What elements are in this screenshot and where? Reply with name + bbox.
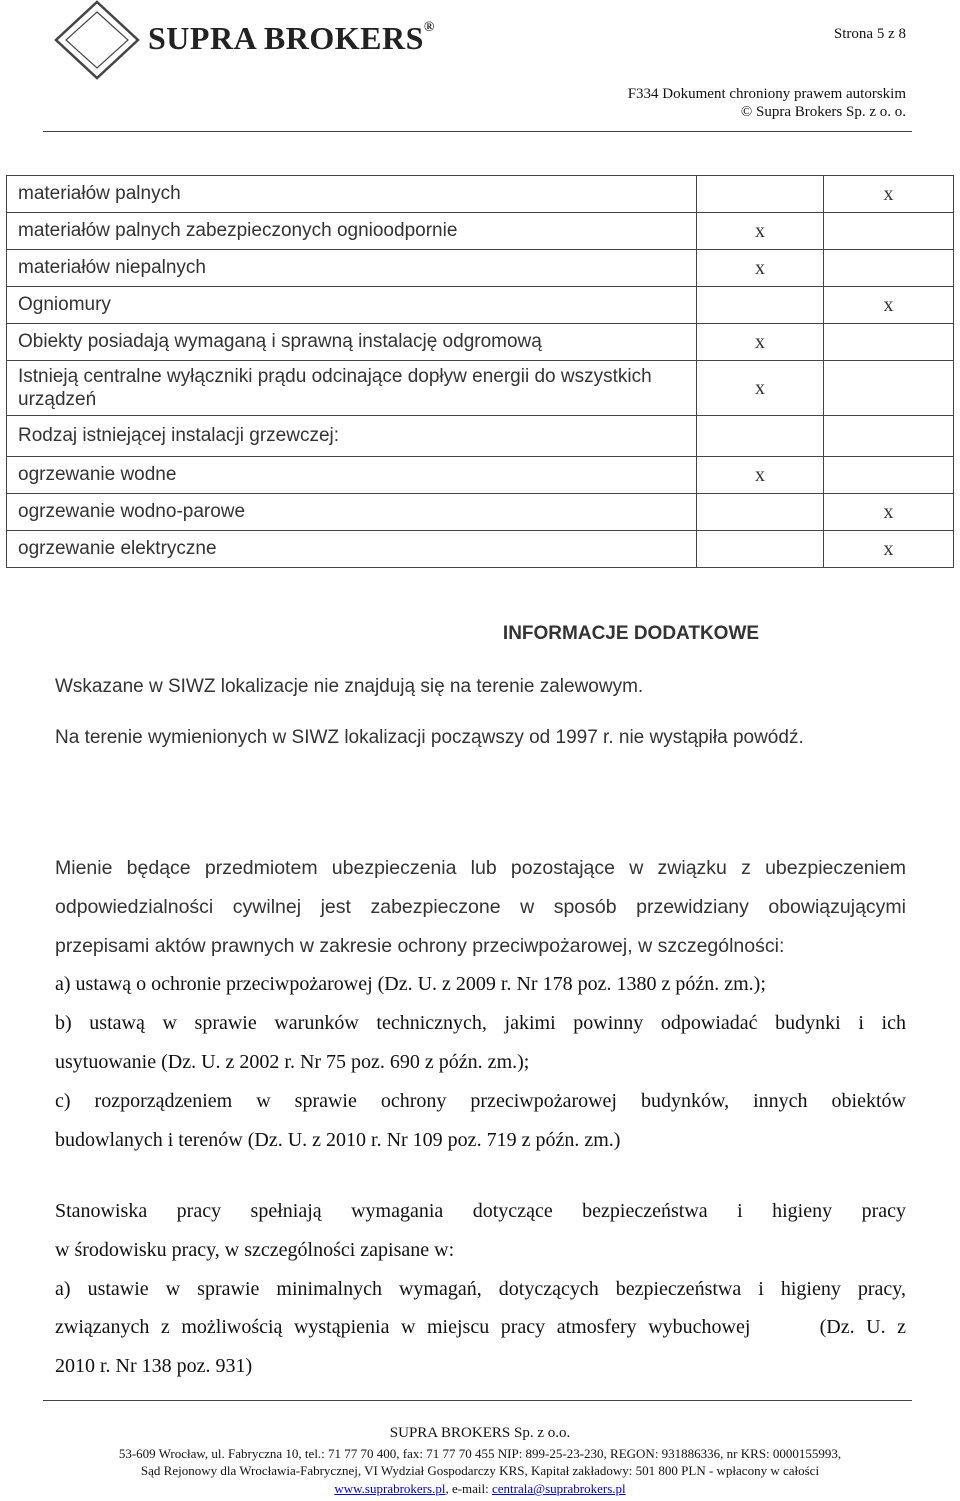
list-item-c-cont: budowlanych i terenów (Dz. U. z 2010 r. Nr 109 poz. 719 z późn. zm.): [55, 1128, 621, 1151]
row-label: ogrzewanie wodne: [7, 457, 697, 494]
brand-name: SUPRA BROKERS®: [148, 20, 435, 56]
row-mark-col3: x: [824, 176, 954, 213]
workplace-safety-paragraph: [55, 1192, 906, 1386]
row-label: Istnieją centralne wyłączniki prądu odcinające dopływ energii do wszystkich urządzeń: [7, 361, 697, 416]
info-line-flood-zone: Wskazane w SIWZ lokalizacje nie znajdują się na terenie zalewowym.: [55, 676, 644, 697]
page-number: Strona 5 z 8: [833, 26, 906, 42]
list-item-c: c) rozporządzeniem w sprawie ochrony przeciwpożarowej budynków, innych obiektów: [55, 1089, 906, 1112]
row-mark-col2: [697, 287, 824, 324]
row-mark-col3: [824, 324, 954, 361]
row-mark-col3: [824, 361, 954, 416]
email-link[interactable]: centrala@suprabrokers.pl: [492, 1481, 626, 1496]
list-item-b: b) ustawą w sprawie warunków technicznych, jakimi powinny odpowiadać budynki i ich: [55, 1012, 906, 1035]
paragraph-line: Mienie będące przedmiotem ubezpieczenia lub pozostające w związku z ubezpieczeniem: [55, 857, 906, 879]
row-mark-col3: [824, 457, 954, 494]
row-mark-col3: [824, 213, 954, 250]
footer-company: SUPRA BROKERS Sp. z o.o.: [389, 1425, 571, 1441]
info-heading: INFORMACJE DODATKOWE: [502, 623, 760, 644]
table-row: [7, 457, 954, 494]
email-label: , e-mail:: [445, 1481, 493, 1496]
fire-safety-table: [6, 175, 954, 568]
table-row: [7, 213, 954, 250]
list-item-b-cont: usytuowanie (Dz. U. z 2002 r. Nr 75 poz. 690 z późn. zm.);: [55, 1050, 530, 1073]
document-code: F334 Dokument chroniony prawem autorskim: [627, 86, 906, 102]
row-label: materiałów niepalnych: [7, 250, 697, 287]
table-row: [7, 287, 954, 324]
row-mark-col3: x: [824, 531, 954, 568]
paragraph-line: w środowisku pracy, w szczególności zapisane w:: [55, 1238, 455, 1261]
footer-registry: Sąd Rejonowy dla Wrocławia-Fabrycznej, VI Wydział Gospodarczy KRS, Kapitał zakładowy: 501 800 PLN - wpłacony w całości: [140, 1463, 820, 1478]
copyright-line: © Supra Brokers Sp. z o. o.: [740, 104, 906, 120]
table-row: [7, 324, 954, 361]
row-mark-col2: [697, 531, 824, 568]
website-link[interactable]: www.suprabrokers.pl: [334, 1481, 446, 1496]
paragraph-line: Stanowiska pracy spełniają wymagania dotyczące bezpieczeństwa i higieny pracy: [55, 1200, 906, 1222]
table-row: [7, 531, 954, 568]
row-mark-col3: [824, 250, 954, 287]
footer-divider: [43, 1400, 912, 1401]
footer-address: 53-609 Wrocław, ul. Fabryczna 10, tel.: 71 77 70 400, fax: 71 77 70 455 NIP: 899-25-23-230, REGON: 931886336, nr KRS: 0000155993,: [118, 1446, 842, 1461]
table-row: [7, 361, 954, 416]
list-item-a: a) ustawą o ochronie przeciwpożarowej (Dz. U. z 2009 r. Nr 178 poz. 1380 z późn. zm.);: [55, 973, 766, 996]
list-item-a: a) ustawie w sprawie minimalnych wymagań, dotyczących bezpieczeństwa i higieny pracy,: [55, 1277, 906, 1300]
row-label: Ogniomury: [7, 287, 697, 324]
table-row: [7, 416, 954, 457]
paragraph-line: przepisami aktów prawnych w zakresie ochrony przeciwpożarowej, w szczególności:: [55, 934, 785, 957]
footer-contact: [0, 1481, 960, 1497]
row-mark-col3: [824, 416, 954, 457]
table-row: [7, 176, 954, 213]
row-label: ogrzewanie elektryczne: [7, 531, 697, 568]
table-row: [7, 494, 954, 531]
row-label: Obiekty posiadają wymaganą i sprawną instalację odgromową: [7, 324, 697, 361]
row-mark-col2: [697, 494, 824, 531]
list-item-a-cont: 2010 r. Nr 138 poz. 931): [55, 1355, 253, 1378]
info-line-no-flood: Na terenie wymienionych w SIWZ lokalizacji począwszy od 1997 r. nie wystąpiła powódź.: [55, 727, 804, 748]
row-mark-col2: [697, 176, 824, 213]
header-divider: [43, 131, 912, 132]
row-mark-col3: x: [824, 494, 954, 531]
row-mark-col2: x: [697, 213, 824, 250]
list-item-a-cont: związanych z możliwością wystąpienia w miejscu pracy atmosfery wybuchowej (Dz. U. z: [55, 1316, 906, 1339]
fire-protection-paragraph: [55, 849, 906, 1159]
row-label: Rodzaj istniejącej instalacji grzewczej:: [7, 416, 697, 457]
row-label: materiałów palnych: [7, 176, 697, 213]
row-mark-col2: x: [697, 250, 824, 287]
row-mark-col3: x: [824, 287, 954, 324]
table-row: [7, 250, 954, 287]
row-mark-col2: x: [697, 361, 824, 416]
paragraph-line: odpowiedzialności cywilnej jest zabezpieczone w sposób przewidziany obowiązującymi: [55, 895, 906, 918]
row-label: ogrzewanie wodno-parowe: [7, 494, 697, 531]
row-label: materiałów palnych zabezpieczonych ognioodpornie: [7, 213, 697, 250]
row-mark-col2: x: [697, 324, 824, 361]
supra-brokers-logo-icon: [52, 0, 142, 80]
row-mark-col2: [697, 416, 824, 457]
row-mark-col2: x: [697, 457, 824, 494]
